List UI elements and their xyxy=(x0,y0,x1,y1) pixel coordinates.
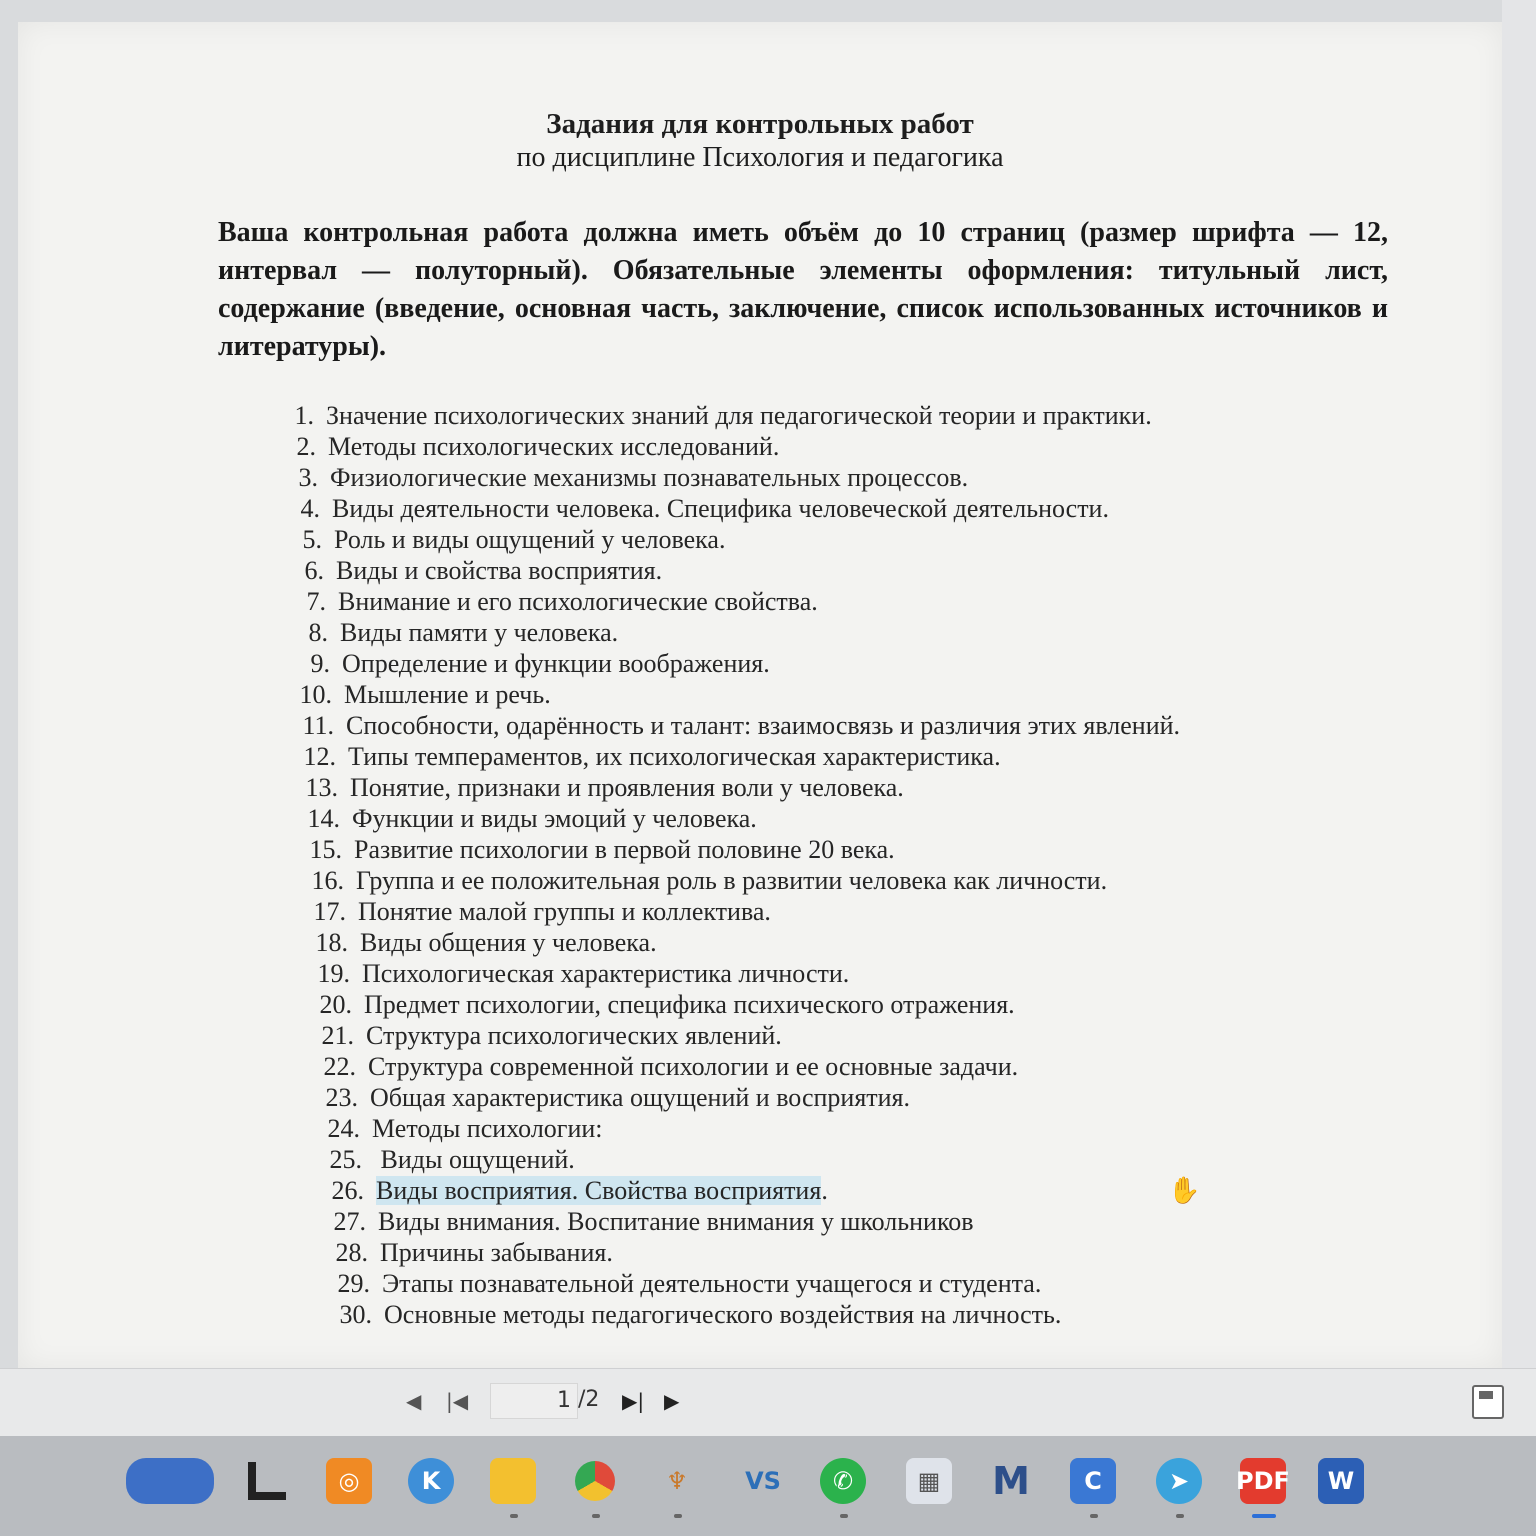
pdf-page xyxy=(18,22,1502,1368)
telegram-icon[interactable]: ➤ xyxy=(1156,1458,1202,1504)
taskbar-active-indicator xyxy=(1252,1514,1276,1518)
file-explorer-icon[interactable] xyxy=(490,1458,536,1504)
taskbar-running-indicator xyxy=(674,1514,682,1518)
document-intro: Ваша контрольная работа должна иметь объём до 10 страниц (размер шрифта — 12, интервал — полуторный). Обязательные элементы оформления: титульный лист, содержание (введение, основная часть, заключение, список использованных источников и литературы). xyxy=(218,217,1388,362)
vs-app-icon[interactable]: VS xyxy=(745,1467,781,1495)
page-number-input[interactable]: 1 xyxy=(490,1383,578,1419)
m-app-icon[interactable]: M xyxy=(992,1459,1030,1503)
text-selection: Виды восприятия. Свойства восприятия xyxy=(376,1176,822,1205)
page-total: /2 xyxy=(578,1387,600,1412)
topic-item-selected[interactable]: 26. Виды восприятия. Свойства восприятия. xyxy=(331,1176,828,1205)
document-title: Задания для контрольных работ xyxy=(546,108,974,140)
topic-item: 10. Мышление и речь. xyxy=(299,680,551,709)
scrollbar[interactable] xyxy=(1502,0,1536,1368)
topic-item: 21. Структура психологических явлений. xyxy=(321,1021,782,1050)
chrome-icon[interactable] xyxy=(572,1458,618,1504)
taskbar xyxy=(0,1436,1536,1536)
topic-item: 3. Физиологические механизмы познавательных процессов. xyxy=(298,463,969,492)
document-subtitle: по дисциплине Психология и педагогика xyxy=(516,142,1004,173)
taskbar-running-indicator xyxy=(840,1514,848,1518)
topic-item: 9. Определение и функции воображения. xyxy=(310,649,770,678)
topic-item: 18. Виды общения у человека. xyxy=(315,928,657,957)
previous-page-icon[interactable]: ◀ xyxy=(406,1389,422,1413)
topic-item: 28. Причины забывания. xyxy=(335,1238,613,1267)
topic-item: 20. Предмет психологии, специфика психического отражения. xyxy=(319,990,1015,1019)
topic-list xyxy=(268,400,1368,1330)
pdf-reader-icon[interactable]: PDF xyxy=(1240,1458,1286,1504)
c-app-icon[interactable]: C xyxy=(1070,1458,1116,1504)
save-icon[interactable] xyxy=(1472,1385,1504,1419)
topic-item: 12. Типы темпераментов, их психологическая характеристика. xyxy=(303,742,1001,771)
black-square-icon[interactable] xyxy=(244,1458,290,1504)
topic-item: 15. Развитие психологии в первой половине 20 века. xyxy=(309,835,895,864)
whatsapp-icon[interactable]: ✆ xyxy=(820,1458,866,1504)
taskbar-running-indicator xyxy=(510,1514,518,1518)
browser-k-icon[interactable]: K xyxy=(408,1458,454,1504)
topic-item: 25. Виды ощущений. xyxy=(329,1145,575,1174)
app-launcher-icon[interactable] xyxy=(126,1458,214,1504)
topic-item: 5. Роль и виды ощущений у человека. xyxy=(302,525,726,554)
topic-item: 23. Общая характеристика ощущений и восприятия. xyxy=(325,1083,911,1112)
taskbar-running-indicator xyxy=(1176,1514,1184,1518)
pdf-navigation-bar xyxy=(0,1368,1536,1437)
topic-item: 22. Структура современной психологии и ее основные задачи. xyxy=(323,1052,1019,1081)
taskbar-running-indicator xyxy=(1090,1514,1098,1518)
topic-item: 2. Методы психологических исследований. xyxy=(296,432,780,461)
topic-item: 16. Группа и ее положительная роль в развитии человека как личности. xyxy=(311,866,1108,895)
word-icon[interactable]: W xyxy=(1318,1458,1364,1504)
topic-item: 11. Способности, одарённость и талант: взаимосвязь и различия этих явлений. xyxy=(302,711,1181,740)
topic-item: 19. Психологическая характеристика личности. xyxy=(317,959,850,988)
topic-item: 4. Виды деятельности человека. Специфика человеческой деятельности. xyxy=(300,494,1109,523)
topic-item: 1. Значение психологических знаний для педагогической теории и практики. xyxy=(294,401,1152,430)
taskbar-running-indicator xyxy=(592,1514,600,1518)
topic-item: 30. Основные методы педагогического воздействия на личность. xyxy=(339,1300,1062,1329)
hand-cursor-icon: ✋ xyxy=(1168,1176,1201,1205)
topic-item: 6. Виды и свойства восприятия. xyxy=(304,556,663,585)
last-page-icon[interactable]: ▶| xyxy=(622,1389,645,1413)
camera-app-icon[interactable]: ◎ xyxy=(326,1458,372,1504)
chart-app-icon[interactable]: ▦ xyxy=(906,1458,952,1504)
topic-item: 27. Виды внимания. Воспитание внимания у школьников xyxy=(333,1207,974,1236)
topic-item: 29. Этапы познавательной деятельности учащегося и студента. xyxy=(337,1269,1042,1298)
topic-item: 17. Понятие малой группы и коллектива. xyxy=(313,897,771,926)
topic-item: 8. Виды памяти у человека. xyxy=(308,618,619,647)
topic-item: 7. Внимание и его психологические свойства. xyxy=(306,587,818,616)
topic-item: 13. Понятие, признаки и проявления воли у человека. xyxy=(305,773,904,802)
topic-item: 14. Функции и виды эмоций у человека. xyxy=(307,804,757,833)
next-page-icon[interactable]: ▶ xyxy=(664,1389,680,1413)
ccleaner-icon[interactable]: ♆ xyxy=(666,1467,688,1495)
first-page-icon[interactable]: |◀ xyxy=(446,1389,469,1413)
topic-item: 24. Методы психологии: xyxy=(327,1114,603,1143)
